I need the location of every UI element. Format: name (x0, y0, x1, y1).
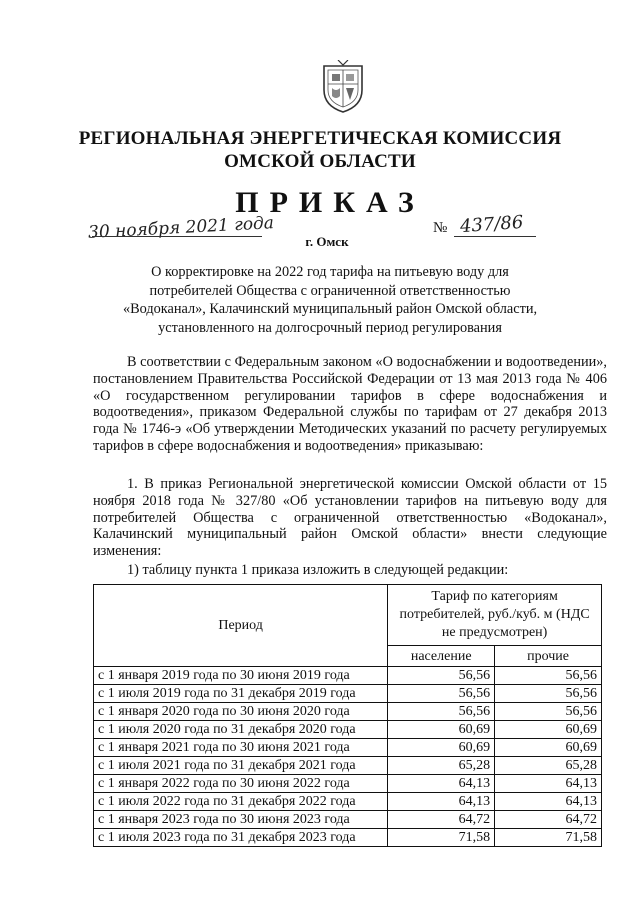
row-other-tariff: 60,69 (495, 721, 602, 739)
row-period: с 1 января 2021 года по 30 июня 2021 года (94, 739, 388, 757)
organization-name-line1: РЕГИОНАЛЬНАЯ ЭНЕРГЕТИЧЕСКАЯ КОМИССИЯ (78, 128, 562, 149)
row-other-tariff: 65,28 (495, 757, 602, 775)
header-population: население (388, 646, 495, 667)
row-period: с 1 июля 2023 года по 31 декабря 2023 года (94, 829, 388, 847)
row-population-tariff: 56,56 (388, 703, 495, 721)
order-subject (100, 263, 560, 337)
row-period: с 1 июля 2019 года по 31 декабря 2019 года (94, 685, 388, 703)
row-period: с 1 января 2019 года по 30 июня 2019 года (94, 667, 388, 685)
table-row (94, 703, 602, 721)
header-period: Период (94, 585, 388, 667)
city-label: г. Омск (305, 234, 349, 249)
row-population-tariff: 60,69 (388, 739, 495, 757)
row-other-tariff: 64,13 (495, 793, 602, 811)
row-other-tariff: 56,56 (495, 667, 602, 685)
row-period: с 1 июля 2020 года по 31 декабря 2020 года (94, 721, 388, 739)
table-row (94, 757, 602, 775)
header-tariff: Тариф по категориям потребителей, руб./куб. м (НДС не предусмотрен) (388, 585, 602, 646)
row-period: с 1 июля 2021 года по 31 декабря 2021 года (94, 757, 388, 775)
row-other-tariff: 64,13 (495, 775, 602, 793)
item-1-paragraph: 1. В приказ Региональной энергетической комиссии Омской области от 15 ноября 2018 года № 327/80 «Об установлении тарифов на питьевую воду для потребителей Общества с ограниченной ответственностью «Водоканал», Калачинский муниципальный район Омской области» внести следующие изменения: (93, 476, 607, 560)
subject-line: потребителей Общества с ограниченной ответственностью (149, 282, 511, 299)
row-population-tariff: 65,28 (388, 757, 495, 775)
row-population-tariff: 64,13 (388, 793, 495, 811)
row-period: с 1 января 2023 года по 30 июня 2023 года (94, 811, 388, 829)
row-period: с 1 июля 2022 года по 31 декабря 2022 года (94, 793, 388, 811)
table-row (94, 739, 602, 757)
handwritten-date: 30 ноября 2021 года (87, 213, 275, 243)
table-row (94, 685, 602, 703)
row-population-tariff: 71,58 (388, 829, 495, 847)
table-row (94, 811, 602, 829)
table-row (94, 829, 602, 847)
table-row (94, 793, 602, 811)
document-title: ПРИКАЗ (235, 186, 425, 219)
row-other-tariff: 56,56 (495, 685, 602, 703)
row-other-tariff: 71,58 (495, 829, 602, 847)
row-other-tariff: 60,69 (495, 739, 602, 757)
row-period: с 1 января 2022 года по 30 июня 2022 года (94, 775, 388, 793)
table-row (94, 667, 602, 685)
row-population-tariff: 64,13 (388, 775, 495, 793)
row-period: с 1 января 2020 года по 30 июня 2020 года (94, 703, 388, 721)
subject-line: установленного на долгосрочный период регулирования (158, 319, 502, 336)
subject-line: «Водоканал», Калачинский муниципальный район Омской области, (122, 301, 538, 318)
row-population-tariff: 56,56 (388, 685, 495, 703)
number-label: № (433, 220, 448, 236)
item-1-1-text: 1) таблицу пункта 1 приказа изложить в следующей редакции: (127, 562, 509, 578)
row-population-tariff: 56,56 (388, 667, 495, 685)
handwritten-number: 437/86 (459, 211, 524, 238)
row-other-tariff: 56,56 (495, 703, 602, 721)
preamble-paragraph: В соответствии с Федеральным законом «О водоснабжении и водоотведении», постановлением Правительства Российской Федерации от 13 мая 2013 года № 406 «О государственном регулировании тарифов в сфере водоснабжения и водоотведения», приказом Федеральной службы по тарифам от 27 декабря 2013 года № 1746-э «Об утверждении Методических указаний по расчету регулируемых тарифов в сфере водоснабжения и водоотведения» приказываю: (93, 354, 607, 454)
organization-name-line2: ОМСКОЙ ОБЛАСТИ (224, 151, 416, 172)
table-row (94, 721, 602, 739)
row-population-tariff: 60,69 (388, 721, 495, 739)
tariff-table (93, 584, 602, 847)
row-other-tariff: 64,72 (495, 811, 602, 829)
table-row (94, 775, 602, 793)
row-population-tariff: 64,72 (388, 811, 495, 829)
coat-of-arms-emblem (318, 60, 368, 114)
header-other: прочие (495, 646, 602, 667)
subject-line: О корректировке на 2022 год тарифа на питьевую воду для (151, 264, 509, 280)
